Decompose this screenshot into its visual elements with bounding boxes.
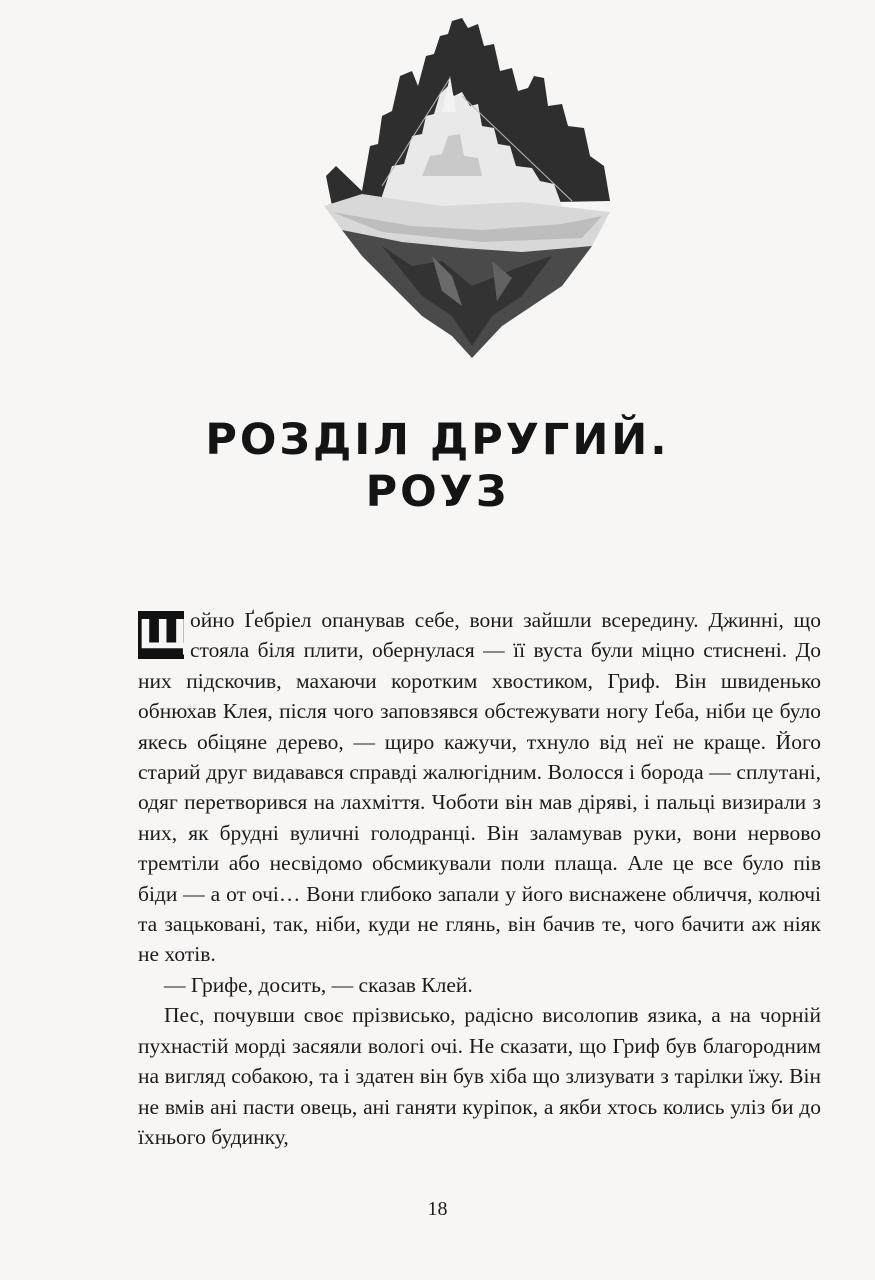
paragraph-text: ойно Ґебріел опанував себе, вони зайшли всередину. Джинні, що стояла біля плити, обернулася — її вуста були міцно стиснені. До них підскочив, махаючи коротким хвостиком, Гриф. Він швиденько обнюхав Клея, після чого заповзявся обстежувати ногу Ґеба, ніби це було якесь обіцяне дерево, — щиро кажучи, тхнуло від неї не краще. Його старий друг видавався справді жалюгідним. Волосся і борода — сплутані, одяг перетворився на лахміття. Чоботи він мав діряві, і пальці визирали з них, як брудні вуличні голодранці. Він заламував руки, вони нервово тремтіли або несвідомо обсмикували поли плаща. Але це все було пів біди — а от очі… Вони глибоко запали у його виснажене обличчя, колючі та зацьковані, так, ніби, куди не глянь, він бачив те, чого бачити аж ніяк не хотів. (138, 608, 821, 967)
chapter-title (0, 414, 875, 518)
chapter-illustration (322, 16, 614, 361)
paragraph: — Грифе, досить, — сказав Клей. (164, 972, 473, 997)
body-text (138, 605, 821, 1152)
drop-cap: Щ (138, 612, 192, 658)
paragraph (138, 605, 821, 970)
paragraph: Пес, почувши своє прізвисько, радісно висолопив язика, а на чорній пухнастій морді засяяли вологі очі. Не сказати, що Гриф був благородним на вигляд собакою, та і здатен він був хіба що злизувати з тарілки їжу. Він не вмів ані пасти овець, ані ганяти куріпок, а якби хтось колись уліз би до їхнього будинку, (138, 1003, 821, 1149)
floating-island-castle-icon (322, 16, 614, 361)
page-number: 18 (427, 1198, 448, 1220)
chapter-title-line2: РОУЗ (365, 467, 510, 517)
chapter-title-line1: РОЗДІЛ ДРУГИЙ. (205, 415, 670, 465)
